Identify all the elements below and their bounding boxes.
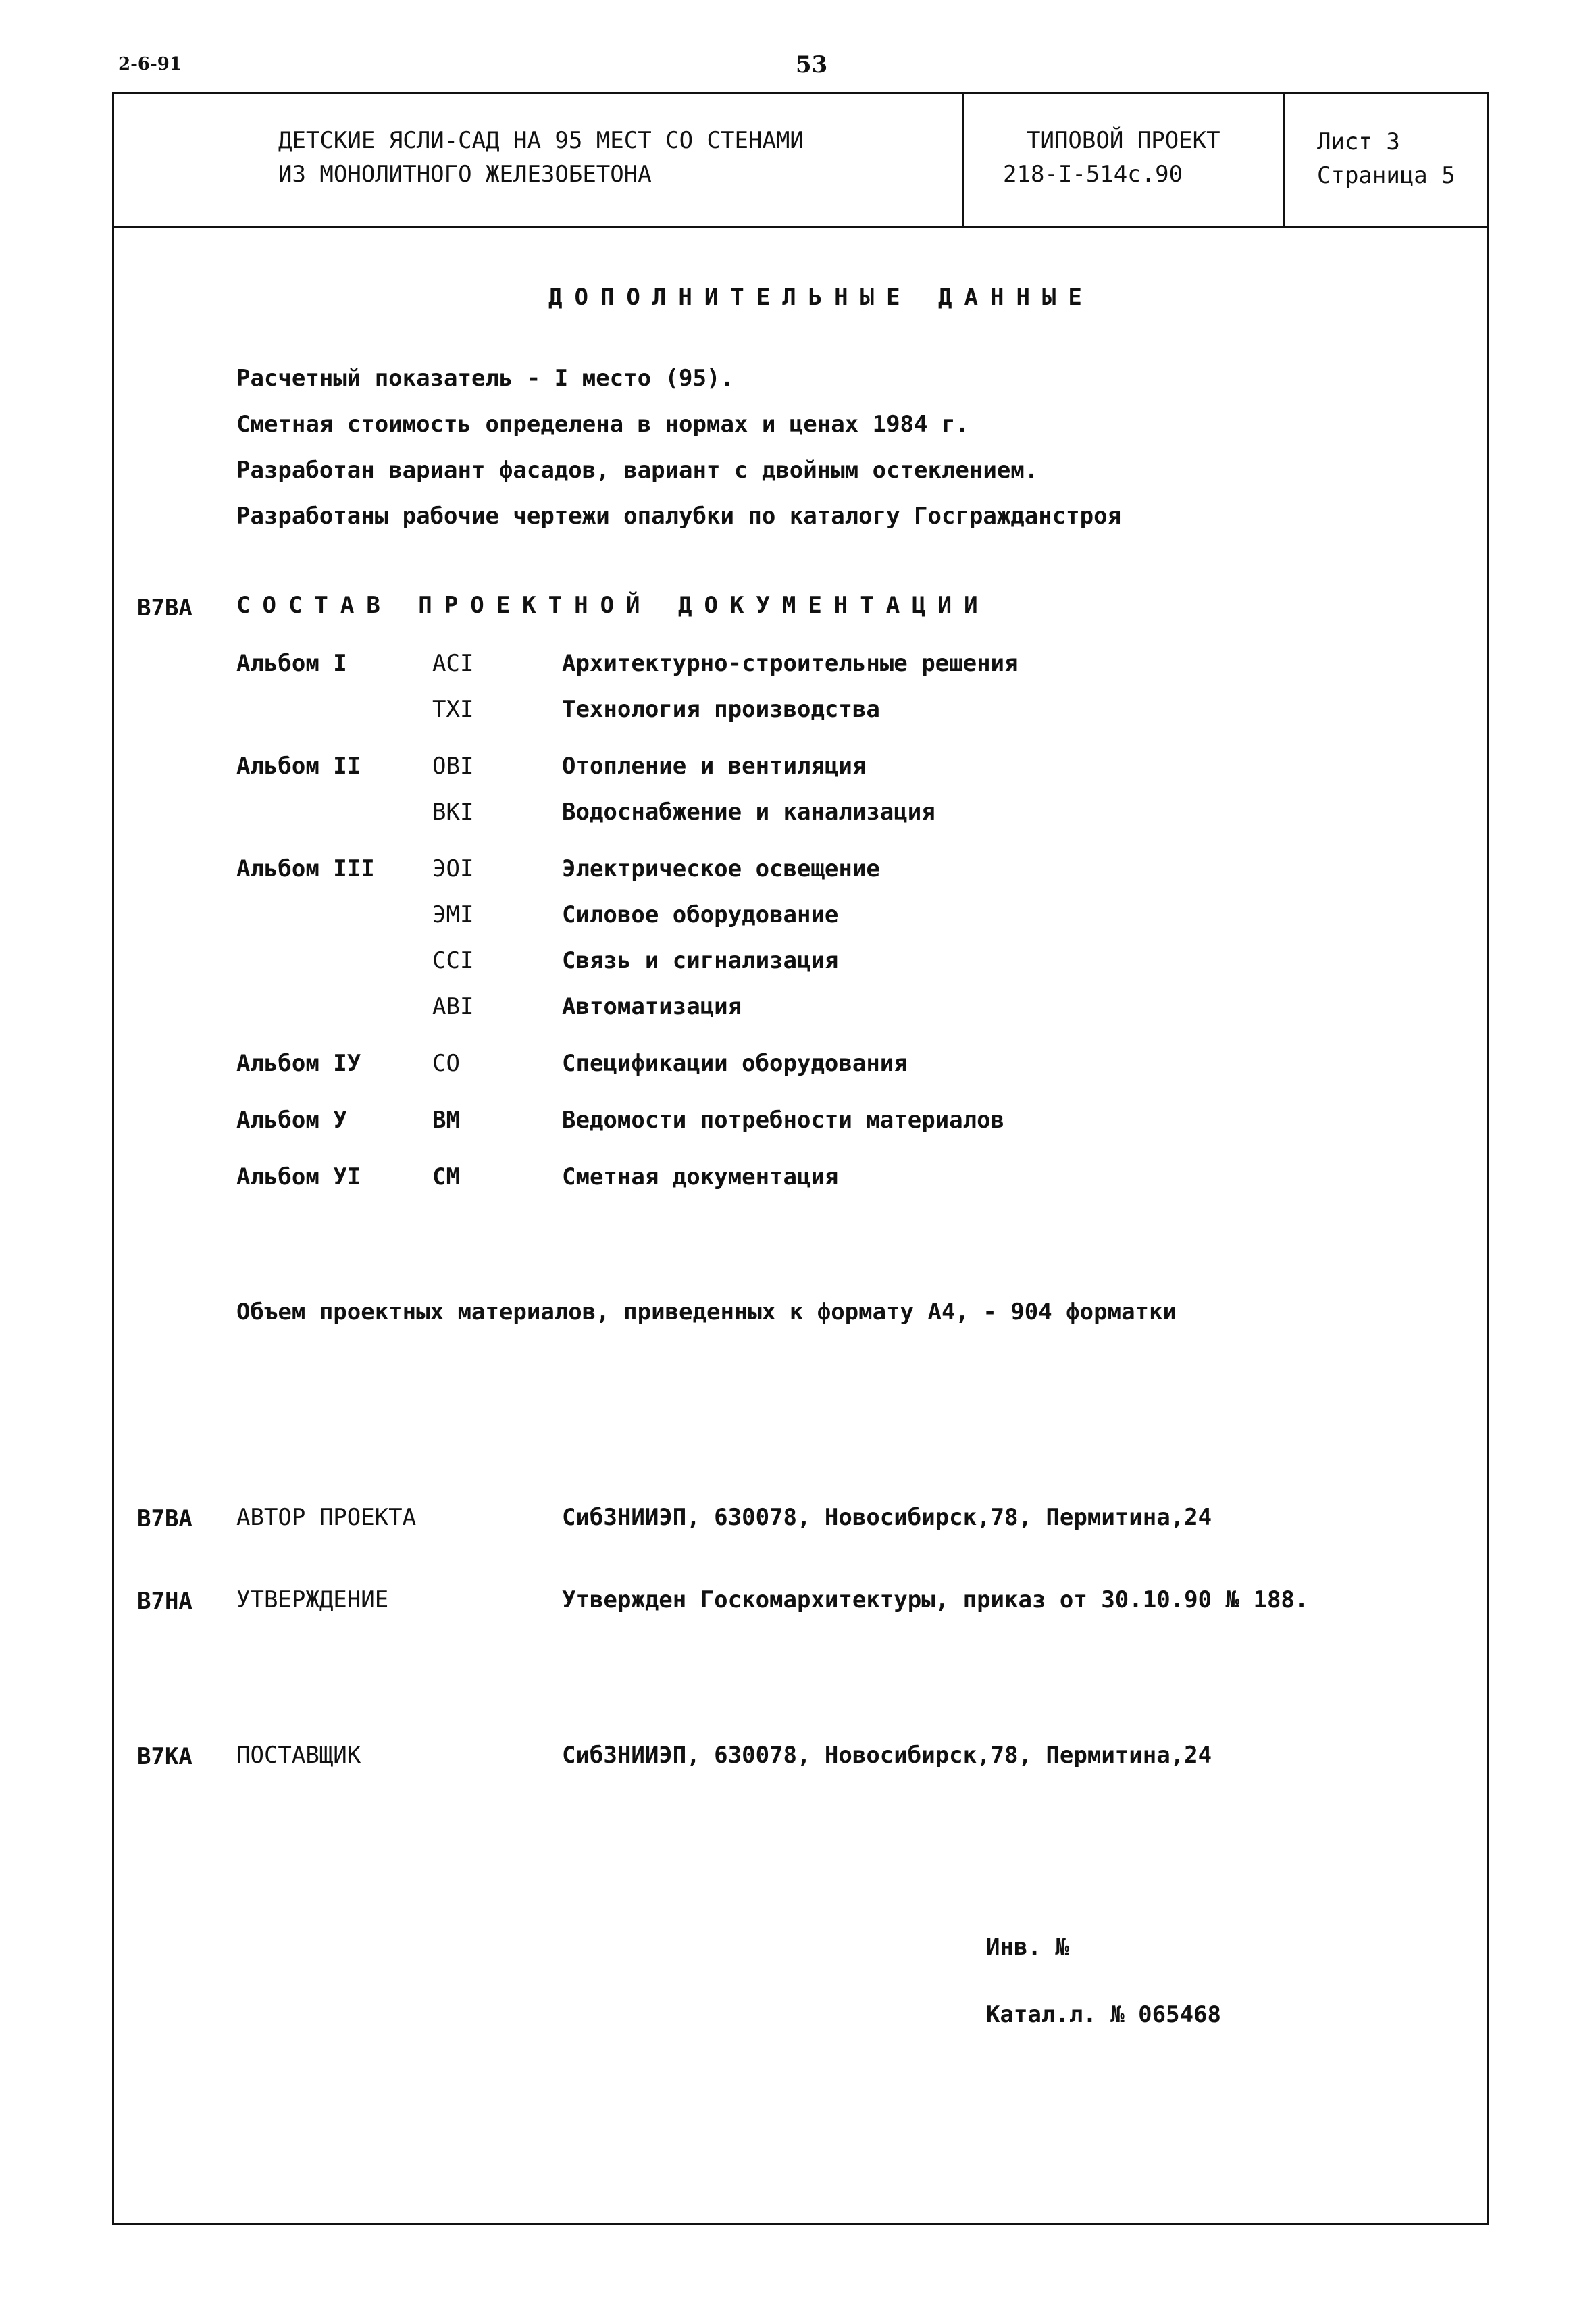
additional-heading: ДОПОЛНИТЕЛЬНЫЕ ДАННЫЕ: [548, 284, 1094, 311]
composition-heading: СОСТАВ ПРОЕКТНОЙ ДОКУМЕНТАЦИИ: [236, 592, 990, 619]
album-mark: ССI: [432, 947, 474, 974]
additional-line: Разработаны рабочие чертежи опалубки по каталогу Госгражданстроя: [236, 503, 1122, 530]
header-project-label: ТИПОВОЙ ПРОЕКТ: [1027, 127, 1220, 154]
title-block-divider: [1283, 92, 1285, 228]
album-mark: ЭОI: [432, 855, 474, 882]
author-value: СибЗНИИЭП, 630078, Новосибирск,78, Пермитина,24: [562, 1504, 1212, 1531]
approval-value: Утвержден Госкомархитектуры, приказ от 30.10.90 № 188.: [562, 1586, 1309, 1613]
album-label: Альбом I: [236, 650, 347, 677]
album-mark: АВI: [432, 993, 474, 1020]
album-mark: ЭМI: [432, 901, 474, 928]
album-mark: ТХI: [432, 696, 474, 723]
album-title: Отопление и вентиляция: [562, 753, 867, 780]
album-title: Связь и сигнализация: [562, 947, 839, 974]
additional-line: Расчетный показатель - I место (95).: [236, 365, 734, 392]
additional-line: Сметная стоимость определена в нормах и ценах 1984 г.: [236, 411, 969, 438]
supplier-label: ПОСТАВЩИК: [236, 1742, 361, 1769]
header-project-code: 218-I-514с.90: [1003, 161, 1183, 188]
album-mark: СМ: [432, 1163, 460, 1190]
album-label: Альбом II: [236, 753, 361, 780]
author-label: АВТОР ПРОЕКТА: [236, 1504, 417, 1531]
header-title-line1: ДЕТСКИЕ ЯСЛИ-САД НА 95 МЕСТ СО СТЕНАМИ: [278, 127, 804, 154]
header-page: Страница 5: [1317, 162, 1456, 189]
album-title: Сметная документация: [562, 1163, 839, 1190]
approval-code: В7НА: [137, 1588, 192, 1615]
album-title: Силовое оборудование: [562, 901, 839, 928]
album-label: Альбом У: [236, 1107, 347, 1134]
corner-mark: 2-6-91: [118, 54, 182, 74]
album-title: Автоматизация: [562, 993, 742, 1020]
additional-line: Разработан вариант фасадов, вариант с двойным остеклением.: [236, 457, 1039, 484]
album-mark: АСI: [432, 650, 474, 677]
header-sheet: Лист 3: [1317, 128, 1400, 155]
album-title: Спецификации оборудования: [562, 1050, 908, 1077]
album-mark: ВМ: [432, 1107, 460, 1134]
album-label: Альбом УI: [236, 1163, 361, 1190]
title-block: [112, 92, 1489, 228]
album-mark: СО: [432, 1050, 460, 1077]
header-title-line2: ИЗ МОНОЛИТНОГО ЖЕЛЕЗОБЕТОНА: [278, 161, 652, 188]
album-mark: ОВI: [432, 753, 474, 780]
album-title: Архитектурно-строительные решения: [562, 650, 1019, 677]
album-title: Электрическое освещение: [562, 855, 880, 882]
album-title: Водоснабжение и канализация: [562, 799, 935, 826]
inventory-number: Инв. №: [986, 1934, 1069, 1961]
album-label: Альбом III: [236, 855, 375, 882]
page-number: 53: [796, 51, 828, 78]
materials-volume: Объем проектных материалов, приведенных к формату А4, - 904 форматки: [236, 1299, 1177, 1326]
title-block-divider: [962, 92, 964, 228]
album-title: Технология производства: [562, 696, 880, 723]
approval-label: УТВЕРЖДЕНИЕ: [236, 1586, 389, 1613]
album-label: Альбом IУ: [236, 1050, 361, 1077]
catalog-sheet: Катал.л. № 065468: [986, 2001, 1221, 2028]
album-mark: ВКI: [432, 799, 474, 826]
author-code: В7ВА: [137, 1505, 192, 1532]
supplier-code: В7КА: [137, 1743, 192, 1770]
composition-code: В7ВА: [137, 595, 192, 622]
supplier-value: СибЗНИИЭП, 630078, Новосибирск,78, Пермитина,24: [562, 1742, 1212, 1769]
album-title: Ведомости потребности материалов: [562, 1107, 1005, 1134]
